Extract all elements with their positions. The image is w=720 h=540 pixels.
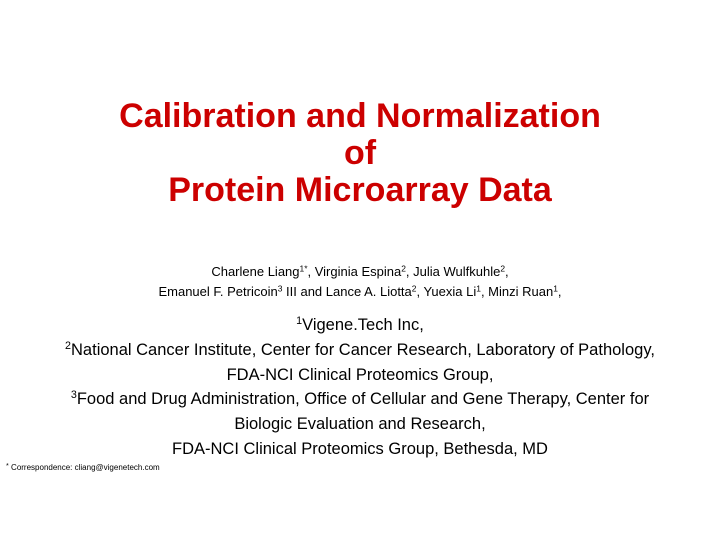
affiliation-marker: 1*	[299, 263, 308, 274]
affiliation-line-1: $^1$Vigene.Tech Inc,	[296, 315, 424, 334]
author-line-2	[0, 282, 720, 302]
affiliation-line-2: $^2$National Cancer Institute, Center for Cancer Research, Laboratory of Pathology,	[65, 339, 655, 359]
author-minzi-ruan: , Minzi Ruan	[480, 284, 554, 299]
affiliation-marker: 2	[500, 263, 506, 274]
footnote-marker: *	[6, 460, 9, 470]
author-julia-wulfkuhle: , Julia Wulfkuhle	[405, 264, 501, 279]
author-charlene-liang: Charlene Liang	[211, 264, 300, 279]
correspondence-text: Correspondence: cliang@vigenetech.com	[8, 463, 160, 472]
title-line-1: Calibration and Normalization	[119, 97, 601, 135]
affiliation-line-5: Biologic Evaluation and Research,	[234, 415, 486, 434]
author-separator: ,	[557, 284, 562, 299]
slide-title	[0, 98, 720, 209]
affiliation-line-6: FDA-NCI Clinical Proteomics Group, Bethesda, MD	[172, 439, 548, 458]
title-line-3: Protein Microarray Data	[168, 171, 552, 209]
author-virginia-espina: , Virginia Espina	[307, 264, 402, 279]
affiliation-marker: 2	[401, 263, 406, 274]
affiliation-marker: 3	[277, 283, 283, 294]
affiliation-line-4: $^3$Food and Drug Administration, Office of Cellular and Gene Therapy, Center for	[70, 389, 650, 409]
author-emanuel-petricoin: Emanuel F. Petricoin	[158, 284, 278, 299]
affiliation-number: 1	[296, 315, 303, 328]
author-line-1	[0, 262, 720, 282]
author-yuexia-li: , Yuexia Li	[416, 284, 477, 299]
author-lance-liotta: III and Lance A. Liotta	[282, 284, 412, 299]
affiliation-line-3: FDA-NCI Clinical Proteomics Group,	[226, 365, 494, 384]
correspondence-footnote	[6, 460, 160, 472]
affiliation-marker: 1	[476, 283, 481, 294]
affiliation-marker: 1	[553, 283, 558, 294]
title-line-2: of	[343, 134, 377, 172]
affiliation-number: 2	[65, 339, 72, 352]
author-separator: ,	[505, 264, 509, 279]
affiliation-number: 3	[70, 389, 77, 402]
affiliation-list	[0, 313, 720, 462]
affiliation-marker: 2	[411, 283, 417, 294]
author-list	[0, 262, 720, 302]
